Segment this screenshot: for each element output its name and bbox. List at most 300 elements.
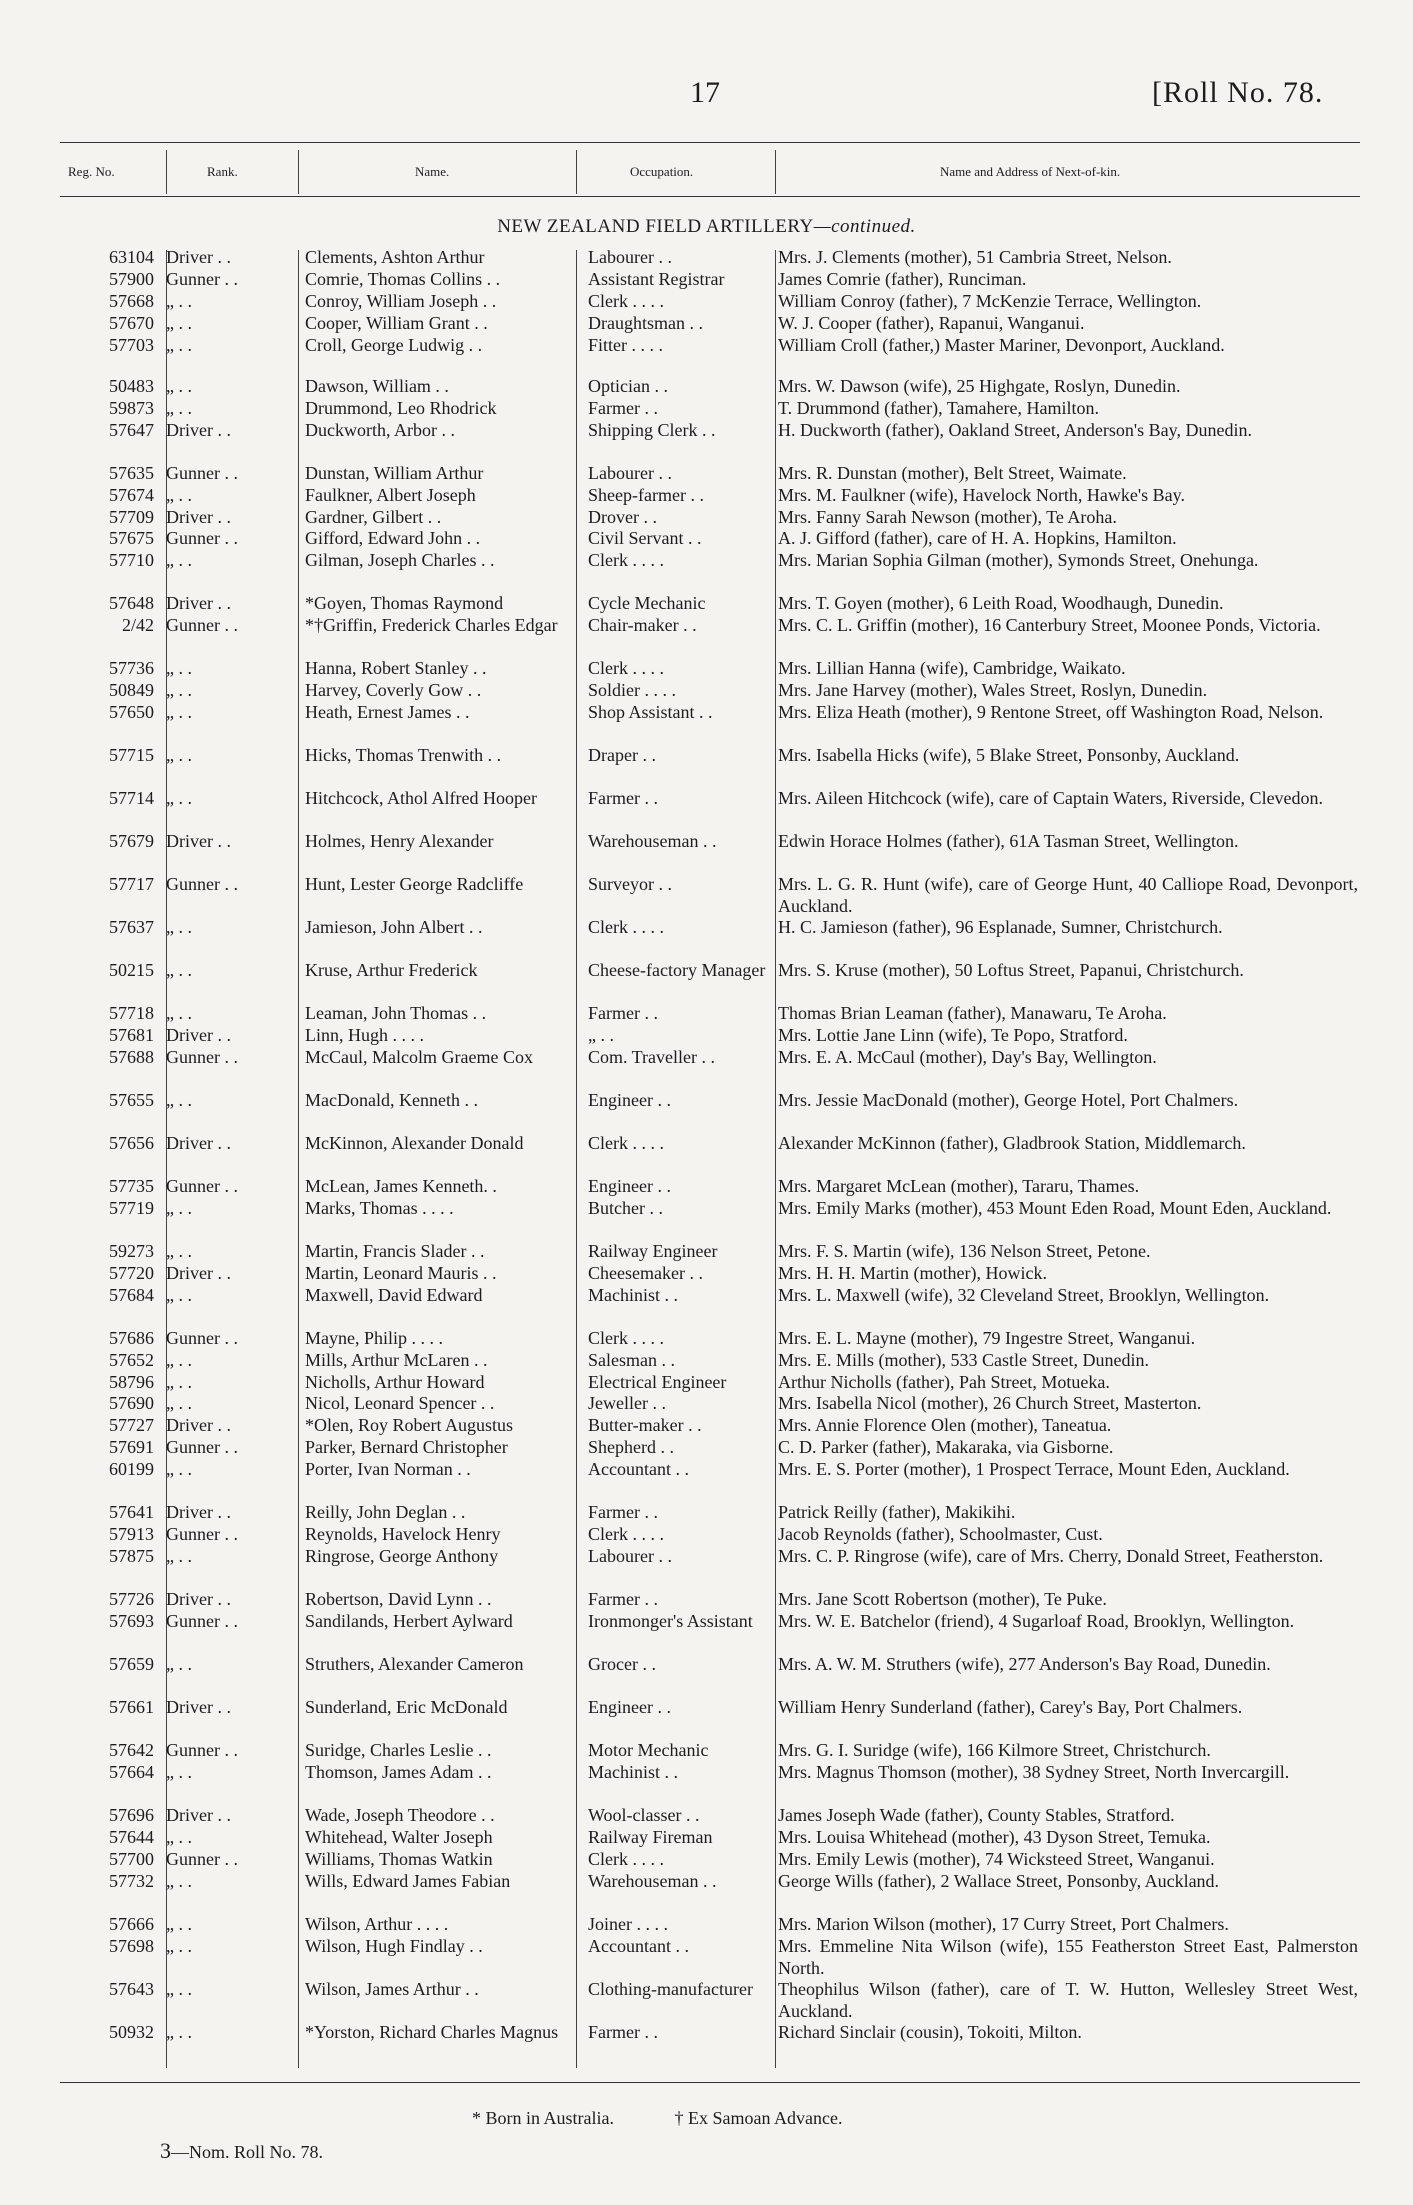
name-cell: Linn, Hugh . . . .: [305, 1025, 424, 1045]
rank-cell: Gunner . .: [166, 1740, 238, 1760]
rank-cell: Driver . .: [166, 831, 231, 851]
reg-no-cell: 57714: [109, 788, 154, 808]
next-of-kin-cell: George Wills (father), 2 Wallace Street, Ponsonby, Auckland.: [778, 1871, 1220, 1891]
section-title: [0, 216, 1413, 238]
next-of-kin-cell: T. Drummond (father), Tamahere, Hamilton.: [778, 398, 1099, 418]
next-of-kin-cell: Mrs. Isabella Nicol (mother), 26 Church Street, Masterton.: [778, 1393, 1202, 1413]
name-cell: *Yorston, Richard Charles Magnus: [305, 2022, 559, 2042]
occupation-cell: Cheese-factory Manager: [588, 960, 766, 980]
name-cell: Maxwell, David Edward: [305, 1285, 483, 1305]
reg-no-cell: 57717: [109, 874, 154, 894]
next-of-kin-cell: Mrs. Annie Florence Olen (mother), Taneatua.: [778, 1415, 1112, 1435]
reg-no-cell: 57641: [109, 1502, 154, 1522]
name-cell: Heath, Ernest James . .: [305, 702, 470, 722]
next-of-kin-cell: H. Duckworth (father), Oakland Street, Anderson's Bay, Dunedin.: [778, 420, 1252, 440]
next-of-kin-cell: Mrs. Magnus Thomson (mother), 38 Sydney Street, North Invercargill.: [778, 1762, 1290, 1782]
rank-cell: „ . .: [166, 1979, 192, 1999]
reg-no-cell: 57668: [109, 291, 154, 311]
next-of-kin-cell: C. D. Parker (father), Makaraka, via Gisborne.: [778, 1437, 1114, 1457]
reg-no-cell: 57709: [109, 507, 154, 527]
reg-no-cell: 57635: [109, 463, 154, 483]
occupation-cell: Cycle Mechanic: [588, 593, 706, 613]
reg-no-cell: 57736: [109, 658, 154, 678]
occupation-cell: Labourer . .: [588, 1546, 672, 1566]
next-of-kin-cell: Mrs. Emmeline Nita Wilson (wife), 155 Featherston Street East, Palmerston North.: [778, 1936, 1358, 1978]
occupation-cell: Clerk . . . .: [588, 1524, 664, 1544]
rank-cell: Driver . .: [166, 1502, 231, 1522]
occupation-cell: Joiner . . . .: [588, 1914, 668, 1934]
occupation-cell: Shipping Clerk . .: [588, 420, 716, 440]
next-of-kin-cell: Mrs. A. W. M. Struthers (wife), 277 Anderson's Bay Road, Dunedin.: [778, 1654, 1271, 1674]
reg-no-cell: 57720: [109, 1263, 154, 1283]
col-divider-4: [775, 150, 776, 194]
reg-no-cell: 57666: [109, 1914, 154, 1934]
reg-no-cell: 57661: [109, 1697, 154, 1717]
reg-no-cell: 59873: [109, 398, 154, 418]
occupation-cell: Grocer . .: [588, 1654, 656, 1674]
header-name: Name.: [415, 164, 450, 179]
occupation-cell: Warehouseman . .: [588, 831, 717, 851]
occupation-cell: Clothing-manufacturer: [588, 1979, 753, 1999]
reg-no-cell: 57688: [109, 1047, 154, 1067]
name-cell: Croll, George Ludwig . .: [305, 335, 483, 355]
rank-cell: Gunner . .: [166, 1611, 238, 1631]
name-cell: Dawson, William . .: [305, 376, 449, 396]
occupation-cell: Engineer . .: [588, 1090, 671, 1110]
reg-no-cell: 57684: [109, 1285, 154, 1305]
name-cell: McLean, James Kenneth. .: [305, 1176, 497, 1196]
rank-cell: „ . .: [166, 745, 192, 765]
rank-cell: Driver . .: [166, 1415, 231, 1435]
reg-no-cell: 63104: [109, 247, 154, 267]
next-of-kin-cell: Mrs. F. S. Martin (wife), 136 Nelson Street, Petone.: [778, 1241, 1151, 1261]
name-cell: *Goyen, Thomas Raymond: [305, 593, 504, 613]
next-of-kin-cell: Mrs. C. P. Ringrose (wife), care of Mrs. Cherry, Donald Street, Featherston.: [778, 1546, 1324, 1566]
occupation-cell: Wool-classer . .: [588, 1805, 700, 1825]
name-cell: Gardner, Gilbert . .: [305, 507, 442, 527]
occupation-cell: Com. Traveller . .: [588, 1047, 716, 1067]
rank-cell: „ . .: [166, 1090, 192, 1110]
occupation-cell: Electrical Engineer: [588, 1372, 727, 1392]
header-reg-no: Reg. No.: [68, 164, 115, 179]
name-cell: Sunderland, Eric McDonald: [305, 1697, 508, 1717]
reg-no-cell: 57643: [109, 1979, 154, 1999]
header-next-of-kin: Name and Address of Next-of-kin.: [940, 164, 1121, 179]
next-of-kin-cell: Alexander McKinnon (father), Gladbrook Station, Middlemarch.: [778, 1133, 1246, 1153]
rank-cell: „ . .: [166, 398, 192, 418]
next-of-kin-cell: Edwin Horace Holmes (father), 61A Tasman Street, Wellington.: [778, 831, 1239, 851]
footnotes: [472, 2108, 898, 2129]
reg-no-cell: 57726: [109, 1589, 154, 1609]
occupation-cell: Accountant . .: [588, 1936, 689, 1956]
reg-no-cell: 57735: [109, 1176, 154, 1196]
name-cell: Reilly, John Deglan . .: [305, 1502, 466, 1522]
next-of-kin-cell: Mrs. T. Goyen (mother), 6 Leith Road, Woodhaugh, Dunedin.: [778, 593, 1224, 613]
occupation-cell: Butcher . .: [588, 1198, 663, 1218]
rank-cell: „ . .: [166, 1350, 192, 1370]
occupation-cell: Farmer . .: [588, 1502, 658, 1522]
rank-cell: Gunner . .: [166, 874, 238, 894]
occupation-cell: Sheep-farmer . .: [588, 485, 704, 505]
rank-cell: Gunner . .: [166, 269, 238, 289]
name-cell: Porter, Ivan Norman . .: [305, 1459, 471, 1479]
reg-no-cell: 57732: [109, 1871, 154, 1891]
name-cell: Cooper, William Grant . .: [305, 313, 488, 333]
name-cell: Martin, Leonard Mauris . .: [305, 1263, 497, 1283]
name-cell: McCaul, Malcolm Graeme Cox: [305, 1047, 533, 1067]
name-cell: Struthers, Alexander Cameron: [305, 1654, 524, 1674]
rank-cell: Driver . .: [166, 1133, 231, 1153]
occupation-cell: Accountant . .: [588, 1459, 689, 1479]
occupation-cell: Clerk . . . .: [588, 1133, 664, 1153]
rank-cell: Gunner . .: [166, 1437, 238, 1457]
name-cell: *†Griffin, Frederick Charles Edgar: [305, 615, 558, 635]
occupation-cell: Engineer . .: [588, 1176, 671, 1196]
name-cell: Gifford, Edward John . .: [305, 528, 481, 548]
rank-cell: „ . .: [166, 1459, 192, 1479]
occupation-cell: Shop Assistant . .: [588, 702, 713, 722]
rank-cell: „ . .: [166, 1198, 192, 1218]
header-occupation: Occupation.: [630, 164, 694, 179]
next-of-kin-cell: William Conroy (father), 7 McKenzie Terrace, Wellington.: [778, 291, 1202, 311]
next-of-kin-cell: Mrs. S. Kruse (mother), 50 Loftus Street, Papanui, Christchurch.: [778, 960, 1244, 980]
next-of-kin-cell: Mrs. Isabella Hicks (wife), 5 Blake Street, Ponsonby, Auckland.: [778, 745, 1240, 765]
occupation-cell: Ironmonger's Assistant: [588, 1611, 753, 1631]
reg-no-cell: 57727: [109, 1415, 154, 1435]
reg-no-cell: 57655: [109, 1090, 154, 1110]
name-cell: Holmes, Henry Alexander: [305, 831, 494, 851]
occupation-cell: Railway Fireman: [588, 1827, 713, 1847]
next-of-kin-cell: Mrs. C. L. Griffin (mother), 16 Canterbury Street, Moonee Ponds, Victoria.: [778, 615, 1321, 635]
page-number: 17: [690, 76, 720, 109]
rank-cell: „ . .: [166, 702, 192, 722]
rank-cell: Driver . .: [166, 507, 231, 527]
reg-no-cell: 57656: [109, 1133, 154, 1153]
rank-cell: „ . .: [166, 1654, 192, 1674]
rank-cell: Gunner . .: [166, 1176, 238, 1196]
rank-cell: „ . .: [166, 1827, 192, 1847]
col-divider-3: [576, 150, 577, 194]
reg-no-cell: 57913: [109, 1524, 154, 1544]
bottom-rule: [60, 2082, 1360, 2083]
occupation-cell: Fitter . . . .: [588, 335, 663, 355]
name-cell: Wilson, Arthur . . . .: [305, 1914, 449, 1934]
rank-cell: „ . .: [166, 376, 192, 396]
occupation-cell: Chair-maker . .: [588, 615, 697, 635]
rank-cell: „ . .: [166, 917, 192, 937]
name-cell: Comrie, Thomas Collins . .: [305, 269, 501, 289]
nominal-number: 3: [160, 2138, 171, 2163]
name-cell: *Olen, Roy Robert Augustus: [305, 1415, 514, 1435]
occupation-cell: Salesman . .: [588, 1350, 675, 1370]
reg-no-cell: 57675: [109, 528, 154, 548]
next-of-kin-cell: William Henry Sunderland (father), Carey's Bay, Port Chalmers.: [778, 1697, 1243, 1717]
rank-cell: „ . .: [166, 1241, 192, 1261]
reg-no-cell: 57690: [109, 1393, 154, 1413]
name-cell: Wade, Joseph Theodore . .: [305, 1805, 495, 1825]
occupation-cell: Farmer . .: [588, 398, 658, 418]
occupation-cell: Clerk . . . .: [588, 917, 664, 937]
next-of-kin-cell: Thomas Brian Leaman (father), Manawaru, Te Aroha.: [778, 1003, 1167, 1023]
name-cell: Harvey, Coverly Gow . .: [305, 680, 482, 700]
name-cell: Wilson, Hugh Findlay . .: [305, 1936, 483, 1956]
reg-no-cell: 2/42: [121, 615, 154, 635]
name-cell: Thomson, James Adam . .: [305, 1762, 492, 1782]
occupation-cell: Clerk . . . .: [588, 1328, 664, 1348]
reg-no-cell: 59273: [109, 1241, 154, 1261]
next-of-kin-cell: Mrs. W. E. Batchelor (friend), 4 Sugarloaf Road, Brooklyn, Wellington.: [778, 1611, 1295, 1631]
reg-no-cell: 57681: [109, 1025, 154, 1045]
reg-no-cell: 57718: [109, 1003, 154, 1023]
next-of-kin-cell: Jacob Reynolds (father), Schoolmaster, Cust.: [778, 1524, 1103, 1544]
rank-cell: „ . .: [166, 1285, 192, 1305]
name-cell: Sandilands, Herbert Aylward: [305, 1611, 513, 1631]
name-cell: Wilson, James Arthur . .: [305, 1979, 479, 1999]
name-cell: Wills, Edward James Fabian: [305, 1871, 511, 1891]
name-cell: Hanna, Robert Stanley . .: [305, 658, 487, 678]
occupation-cell: Butter-maker . .: [588, 1415, 702, 1435]
occupation-cell: Machinist . .: [588, 1285, 678, 1305]
next-of-kin-cell: Mrs. E. A. McCaul (mother), Day's Bay, Wellington.: [778, 1047, 1157, 1067]
rank-cell: Driver . .: [166, 1697, 231, 1717]
next-of-kin-cell: James Joseph Wade (father), County Stables, Stratford.: [778, 1805, 1175, 1825]
next-of-kin-cell: Mrs. Jessie MacDonald (mother), George Hotel, Port Chalmers.: [778, 1090, 1239, 1110]
name-cell: Hicks, Thomas Trenwith . .: [305, 745, 502, 765]
next-of-kin-cell: W. J. Cooper (father), Rapanui, Wanganui.: [778, 313, 1085, 333]
name-cell: Dunstan, William Arthur: [305, 463, 484, 483]
name-cell: Hitchcock, Athol Alfred Hooper: [305, 788, 537, 808]
name-cell: McKinnon, Alexander Donald: [305, 1133, 524, 1153]
name-cell: Robertson, David Lynn . .: [305, 1589, 492, 1609]
rank-cell: „ . .: [166, 291, 192, 311]
reg-no-cell: 57679: [109, 831, 154, 851]
next-of-kin-cell: Mrs. Margaret McLean (mother), Tararu, Thames.: [778, 1176, 1140, 1196]
next-of-kin-cell: Mrs. Aileen Hitchcock (wife), care of Captain Waters, Riverside, Clevedon.: [778, 788, 1324, 808]
name-cell: MacDonald, Kenneth . .: [305, 1090, 478, 1110]
name-cell: Williams, Thomas Watkin: [305, 1849, 493, 1869]
rank-cell: „ . .: [166, 1762, 192, 1782]
rank-cell: „ . .: [166, 788, 192, 808]
occupation-cell: Labourer . .: [588, 247, 672, 267]
occupation-cell: Cheesemaker . .: [588, 1263, 703, 1283]
name-cell: Duckworth, Arbor . .: [305, 420, 455, 440]
occupation-cell: Farmer . .: [588, 1589, 658, 1609]
reg-no-cell: 57674: [109, 485, 154, 505]
occupation-cell: Clerk . . . .: [588, 658, 664, 678]
name-cell: Hunt, Lester George Radcliffe: [305, 874, 524, 894]
occupation-cell: Engineer . .: [588, 1697, 671, 1717]
rank-cell: Driver . .: [166, 1589, 231, 1609]
next-of-kin-cell: Mrs. M. Faulkner (wife), Havelock North, Hawke's Bay.: [778, 485, 1185, 505]
name-cell: Mills, Arthur McLaren . .: [305, 1350, 488, 1370]
next-of-kin-cell: Theophilus Wilson (father), care of T. W. Hutton, Wellesley Street West, Auckland.: [778, 1979, 1358, 2021]
name-cell: Kruse, Arthur Frederick: [305, 960, 478, 980]
nominal-roll-ref: [160, 2138, 323, 2164]
name-cell: Marks, Thomas . . . .: [305, 1198, 454, 1218]
rank-cell: „ . .: [166, 1546, 192, 1566]
top-rule: [60, 142, 1360, 143]
reg-no-cell: 57710: [109, 550, 154, 570]
header-rank: Rank.: [207, 164, 238, 179]
next-of-kin-cell: Mrs. E. Mills (mother), 533 Castle Street, Dunedin.: [778, 1350, 1149, 1370]
next-of-kin-cell: Mrs. Lottie Jane Linn (wife), Te Popo, Stratford.: [778, 1025, 1128, 1045]
occupation-cell: Machinist . .: [588, 1762, 678, 1782]
occupation-cell: Draughtsman . .: [588, 313, 703, 333]
rank-cell: „ . .: [166, 2022, 192, 2042]
next-of-kin-cell: H. C. Jamieson (father), 96 Esplanade, Sumner, Christchurch.: [778, 917, 1223, 937]
occupation-cell: Optician . .: [588, 376, 668, 396]
rank-cell: „ . .: [166, 1914, 192, 1934]
occupation-cell: Civil Servant . .: [588, 528, 702, 548]
rank-cell: „ . .: [166, 680, 192, 700]
reg-no-cell: 57650: [109, 702, 154, 722]
reg-no-cell: 57659: [109, 1654, 154, 1674]
next-of-kin-cell: Mrs. Jane Scott Robertson (mother), Te Puke.: [778, 1589, 1107, 1609]
next-of-kin-cell: Mrs. Lillian Hanna (wife), Cambridge, Waikato.: [778, 658, 1126, 678]
name-cell: Conroy, William Joseph . .: [305, 291, 497, 311]
rank-cell: Gunner . .: [166, 615, 238, 635]
occupation-cell: Drover . .: [588, 507, 657, 527]
next-of-kin-cell: William Croll (father,) Master Mariner, Devonport, Auckland.: [778, 335, 1225, 355]
name-cell: Martin, Francis Slader . .: [305, 1241, 485, 1261]
next-of-kin-cell: Arthur Nicholls (father), Pah Street, Motueka.: [778, 1372, 1110, 1392]
name-cell: Jamieson, John Albert . .: [305, 917, 483, 937]
reg-no-cell: 57698: [109, 1936, 154, 1956]
rank-cell: „ . .: [166, 1871, 192, 1891]
next-of-kin-cell: Mrs. Emily Lewis (mother), 74 Wicksteed Street, Wanganui.: [778, 1849, 1215, 1869]
reg-no-cell: 57715: [109, 745, 154, 765]
reg-no-cell: 60199: [109, 1459, 154, 1479]
rank-cell: „ . .: [166, 1003, 192, 1023]
name-cell: Faulkner, Albert Joseph: [305, 485, 476, 505]
reg-no-cell: 58796: [109, 1372, 154, 1392]
reg-no-cell: 57652: [109, 1350, 154, 1370]
occupation-cell: Warehouseman . .: [588, 1871, 717, 1891]
rank-cell: Gunner . .: [166, 1849, 238, 1869]
rank-cell: „ . .: [166, 1936, 192, 1956]
rank-cell: Driver . .: [166, 1025, 231, 1045]
reg-no-cell: 57664: [109, 1762, 154, 1782]
section-title-main: NEW ZEALAND FIELD ARTILLERY: [497, 216, 814, 237]
next-of-kin-cell: Mrs. E. L. Mayne (mother), 79 Ingestre Street, Wanganui.: [778, 1328, 1196, 1348]
next-of-kin-cell: James Comrie (father), Runciman.: [778, 269, 1027, 289]
next-of-kin-cell: Mrs. W. Dawson (wife), 25 Highgate, Roslyn, Dunedin.: [778, 376, 1181, 396]
rank-cell: „ . .: [166, 485, 192, 505]
occupation-cell: Shepherd . .: [588, 1437, 674, 1457]
next-of-kin-cell: Mrs. L. Maxwell (wife), 32 Cleveland Street, Brooklyn, Wellington.: [778, 1285, 1270, 1305]
rank-cell: „ . .: [166, 550, 192, 570]
name-cell: Clements, Ashton Arthur: [305, 247, 485, 267]
rank-cell: Driver . .: [166, 1805, 231, 1825]
reg-no-cell: 57700: [109, 1849, 154, 1869]
occupation-cell: Farmer . .: [588, 788, 658, 808]
next-of-kin-cell: Mrs. Jane Harvey (mother), Wales Street, Roslyn, Dunedin.: [778, 680, 1208, 700]
column-headers: [60, 160, 1360, 188]
occupation-cell: Farmer . .: [588, 1003, 658, 1023]
name-cell: Ringrose, George Anthony: [305, 1546, 499, 1566]
rank-cell: „ . .: [166, 960, 192, 980]
reg-no-cell: 57647: [109, 420, 154, 440]
reg-no-cell: 57691: [109, 1437, 154, 1457]
rank-cell: Driver . .: [166, 247, 231, 267]
name-cell: Parker, Bernard Christopher: [305, 1437, 508, 1457]
occupation-cell: Farmer . .: [588, 2022, 658, 2042]
reg-no-cell: 57693: [109, 1611, 154, 1631]
next-of-kin-cell: Richard Sinclair (cousin), Tokoiti, Milton.: [778, 2022, 1082, 2042]
next-of-kin-cell: Mrs. Fanny Sarah Newson (mother), Te Aroha.: [778, 507, 1117, 527]
rank-cell: Gunner . .: [166, 1047, 238, 1067]
name-cell: Gilman, Joseph Charles . .: [305, 550, 495, 570]
rank-cell: Driver . .: [166, 593, 231, 613]
rank-cell: Gunner . .: [166, 1524, 238, 1544]
rank-cell: Gunner . .: [166, 1328, 238, 1348]
reg-no-cell: 50483: [109, 376, 154, 396]
rank-cell: Gunner . .: [166, 528, 238, 548]
reg-no-cell: 57648: [109, 593, 154, 613]
rank-cell: Gunner . .: [166, 463, 238, 483]
section-title-continued: —continued.: [813, 216, 916, 237]
occupation-cell: Motor Mechanic: [588, 1740, 709, 1760]
reg-no-cell: 57686: [109, 1328, 154, 1348]
next-of-kin-cell: Mrs. Emily Marks (mother), 453 Mount Eden Road, Mount Eden, Auckland.: [778, 1198, 1332, 1218]
occupation-cell: Clerk . . . .: [588, 550, 664, 570]
occupation-cell: „ . .: [588, 1025, 614, 1045]
occupation-cell: Railway Engineer: [588, 1241, 718, 1261]
occupation-cell: Clerk . . . .: [588, 1849, 664, 1869]
next-of-kin-cell: Mrs. Louisa Whitehead (mother), 43 Dyson Street, Temuka.: [778, 1827, 1211, 1847]
reg-no-cell: 57696: [109, 1805, 154, 1825]
reg-no-cell: 57670: [109, 313, 154, 333]
reg-no-cell: 57644: [109, 1827, 154, 1847]
nominal-label: —Nom. Roll No. 78.: [171, 2142, 324, 2162]
rank-cell: „ . .: [166, 313, 192, 333]
reg-no-cell: 57642: [109, 1740, 154, 1760]
rank-cell: „ . .: [166, 1372, 192, 1392]
occupation-cell: Assistant Registrar: [588, 269, 725, 289]
roll-number: [Roll No. 78.: [1152, 76, 1324, 109]
name-cell: Leaman, John Thomas . .: [305, 1003, 487, 1023]
name-cell: Suridge, Charles Leslie . .: [305, 1740, 492, 1760]
occupation-cell: Labourer . .: [588, 463, 672, 483]
footnote-ex-samoan: † Ex Samoan Advance.: [674, 2108, 843, 2128]
col-divider-2: [298, 150, 299, 194]
rank-cell: „ . .: [166, 658, 192, 678]
occupation-cell: Draper . .: [588, 745, 656, 765]
rank-cell: „ . .: [166, 335, 192, 355]
occupation-cell: Jeweller . .: [588, 1393, 666, 1413]
next-of-kin-cell: Mrs. Eliza Heath (mother), 9 Rentone Street, off Washington Road, Nelson.: [778, 702, 1324, 722]
reg-no-cell: 57703: [109, 335, 154, 355]
reg-no-cell: 57637: [109, 917, 154, 937]
next-of-kin-cell: A. J. Gifford (father), care of H. A. Hopkins, Hamilton.: [778, 528, 1177, 548]
name-cell: Reynolds, Havelock Henry: [305, 1524, 501, 1544]
reg-no-cell: 50215: [109, 960, 154, 980]
next-of-kin-cell: Mrs. R. Dunstan (mother), Belt Street, Waimate.: [778, 463, 1127, 483]
footnote-born-australia: * Born in Australia.: [472, 2108, 614, 2128]
occupation-cell: Soldier . . . .: [588, 680, 676, 700]
rank-cell: Driver . .: [166, 420, 231, 440]
reg-no-cell: 57875: [109, 1546, 154, 1566]
name-cell: Drummond, Leo Rhodrick: [305, 398, 497, 418]
next-of-kin-cell: Mrs. Marion Wilson (mother), 17 Curry Street, Port Chalmers.: [778, 1914, 1229, 1934]
reg-no-cell: 57719: [109, 1198, 154, 1218]
name-cell: Nicol, Leonard Spencer . .: [305, 1393, 495, 1413]
next-of-kin-cell: Mrs. H. H. Martin (mother), Howick.: [778, 1263, 1047, 1283]
next-of-kin-cell: Mrs. G. I. Suridge (wife), 166 Kilmore Street, Christchurch.: [778, 1740, 1211, 1760]
header-rule: [60, 196, 1360, 197]
next-of-kin-cell: Mrs. E. S. Porter (mother), 1 Prospect Terrace, Mount Eden, Auckland.: [778, 1459, 1290, 1479]
reg-no-cell: 50932: [109, 2022, 154, 2042]
